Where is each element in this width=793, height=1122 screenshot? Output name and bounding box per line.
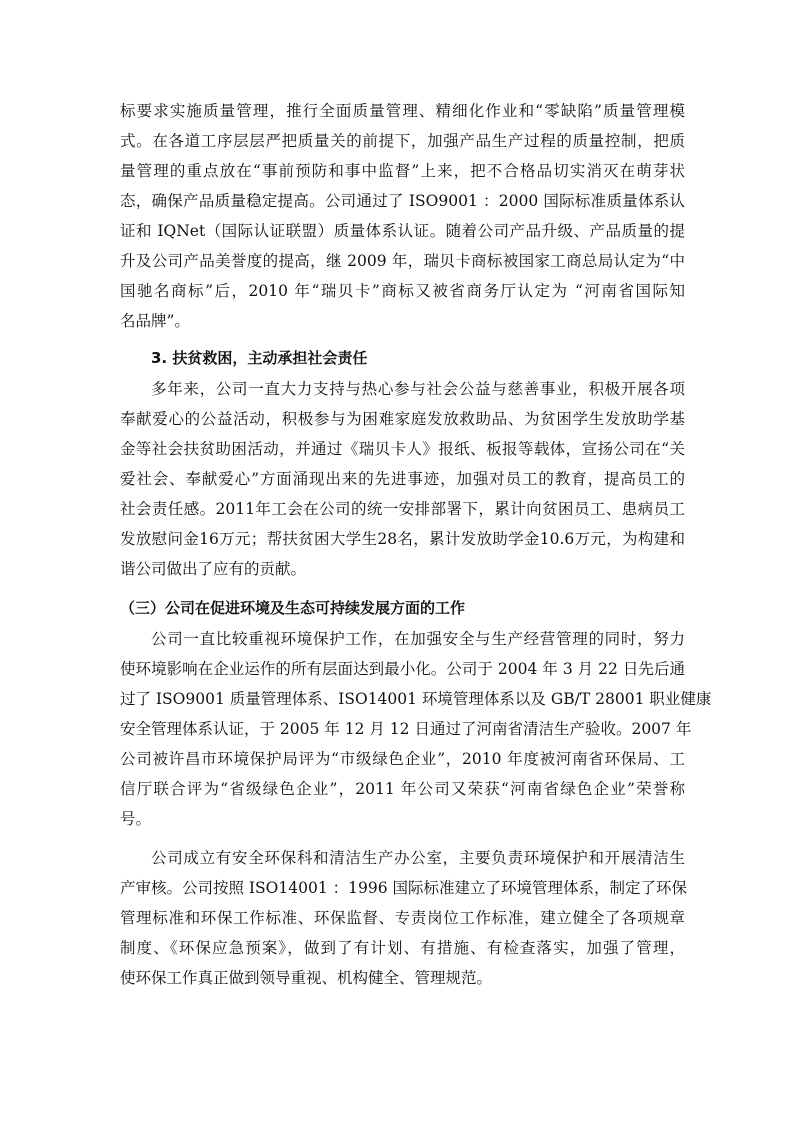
text-line: 爱社会、奉献爱心”方面涌现出来的先进事迹，加强对员工的教育，提高员工的 (120, 470, 685, 488)
text-line: 号。 (120, 810, 152, 828)
text-line: 过了 ISO9001 质量管理体系、ISO14001 环境管理体系以及 GB/T 28001 职业健康 (120, 690, 712, 708)
heading-environment (120, 593, 685, 623)
text-line: 升及公司产品美誉度的提高，继 2009 年，瑞贝卡商标被国家工商总局认定为“中 (120, 252, 685, 270)
text-line: 管理标准和环保工作标准、环保监督、专责岗位工作标准，建立健全了各项规章 (120, 909, 685, 927)
paragraph-environment-management (120, 843, 685, 993)
section-heading: （三）公司在促进环境及生态可持续发展方面的工作 (120, 599, 466, 617)
text-line: 名品牌”。 (120, 312, 190, 330)
text-line: 奉献爱心的公益活动，积极参与为困难家庭发放救助品、为贫困学生发放助学基 (120, 410, 685, 428)
text-line: 社会责任感。2011年工会在公司的统一安排部署下，累计向贫困员工、患病员工 (120, 500, 685, 518)
text-line: 量管理的重点放在“事前预防和事中监督”上来，把不合格品切实消灭在萌芽状 (120, 162, 685, 180)
text-line: 发放慰问金16万元；帮扶贫困大学生28名，累计发放助学金10.6万元，为构建和 (120, 530, 685, 548)
text-line: 使环境影响在企业运作的所有层面达到最小化。公司于 2004 年 3 月 22 日先后通 (120, 660, 685, 678)
paragraph-quality-management (120, 96, 685, 336)
text-line: 国驰名商标”后，2010 年“瑞贝卡”商标又被省商务厅认定为 “河南省国际知 (120, 282, 685, 300)
text-line: 证和 IQNet（国际认证联盟）质量体系认证。随着公司产品升级、产品质量的提 (120, 222, 685, 240)
paragraph-environment-certification (120, 624, 712, 834)
text-line: 使环保工作真正做到领导重视、机构健全、管理规范。 (120, 969, 493, 987)
text-line: 态，确保产品质量稳定提高。公司通过了 ISO9001 ：2000 国际标准质量体系认 (120, 192, 685, 210)
text-line: 信厅联合评为“省级绿色企业”，2011 年公司又荣获“河南省绿色企业”荣誉称 (120, 780, 685, 798)
section-heading: 3. 扶贫救困，主动承担社会责任 (151, 349, 368, 367)
text-line: 多年来，公司一直大力支持与热心参与社会公益与慈善事业，积极开展各项 (151, 380, 685, 398)
text-line: 安全管理体系认证，于 2005 年 12 月 12 日通过了河南省清洁生产验收。2007 年 (120, 720, 692, 738)
paragraph-charity (120, 374, 685, 584)
text-line: 制度、《环保应急预案》，做到了有计划、有措施、有检查落实，加强了管理， (120, 939, 685, 957)
text-line: 公司成立有安全环保科和清洁生产办公室，主要负责环境保护和开展清洁生 (151, 849, 685, 867)
text-line: 金等社会扶贫助困活动，并通过《瑞贝卡人》报纸、板报等载体，宣扬公司在“关 (120, 440, 685, 458)
text-line: 式。在各道工序层层严把质量关的前提下，加强产品生产过程的质量控制，把质 (120, 132, 685, 150)
text-line: 谐公司做出了应有的贡献。 (120, 560, 307, 578)
heading-poverty-relief (120, 343, 685, 373)
text-line: 公司被许昌市环境保护局评为“市级绿色企业”，2010 年度被河南省环保局、工 (120, 750, 685, 768)
text-line: 产审核。公司按照 ISO14001 ：1996 国际标准建立了环境管理体系，制定了环保 (120, 879, 687, 897)
text-line: 公司一直比较重视环境保护工作，在加强安全与生产经营管理的同时，努力 (151, 630, 685, 648)
text-line: 标要求实施质量管理，推行全面质量管理、精细化作业和“零缺陷”质量管理模 (120, 102, 685, 120)
